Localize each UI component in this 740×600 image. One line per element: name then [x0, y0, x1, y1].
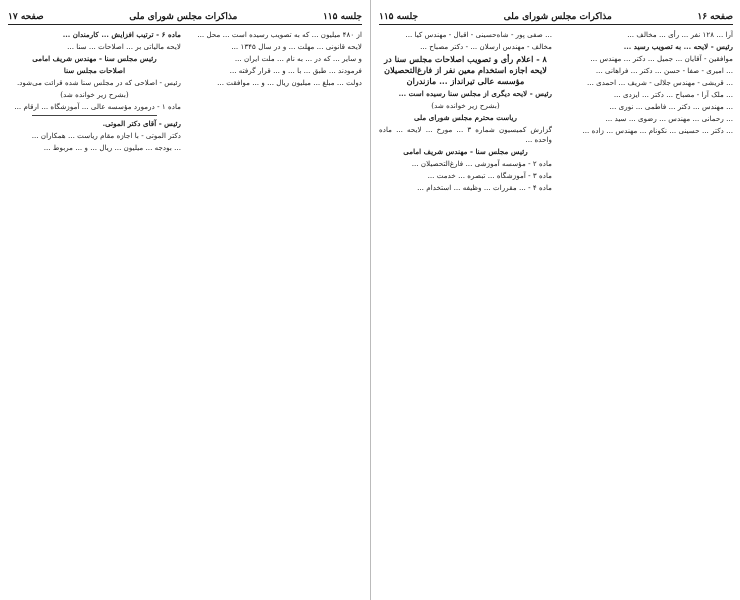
paragraph: ... مهندس ... دکتر ... فاطمی ... نوری ... [609, 102, 733, 111]
left-column-right [189, 30, 362, 594]
paragraph: موافقین - آقایان ... جمیل ... دکتر ... مهندس ... [590, 54, 733, 63]
right-column-left [379, 30, 552, 594]
left-columns [8, 30, 362, 594]
paragraph: لایحه قانونی ... مهلت ... و در سال ۱۳۴۵ ... [231, 42, 362, 51]
signature-line: رئیس مجلس سنا - مهندس شریف امامی [32, 54, 157, 63]
paragraph: از ۴۸۰ میلیون ... که به تصویب رسیده است ... محل ... [197, 30, 362, 39]
right-page-header [379, 6, 733, 25]
paragraph: ... امیری - صفا - حسن ... دکتر ... فراهانی ... [595, 66, 733, 75]
left-header-page-number: صفحه ۱۷ [8, 12, 44, 22]
section-heading: ۸ - اعلام رأی و تصویب اصلاحات مجلس سنا در لایحه اجازه استخدام معین نفر از فارغ‌التحصیلان مؤسسه عالی تیرانداز ... مازندران [384, 54, 547, 86]
right-header-page-number: صفحه ۱۶ [697, 12, 733, 22]
paragraph: ... بودجه ... میلیون ... ریال ... و ... مربوط ... [43, 143, 181, 152]
section-subtitle: اصلاحات مجلس سنا [63, 66, 126, 75]
paragraph: ... صفی پور - شاه‌حسینی - اقبال - مهندس کیا ... [405, 30, 552, 39]
paragraph: ماده ۴ - ... مقررات ... وظیفه ... استخدام ... [417, 183, 552, 192]
left-page-header [8, 6, 362, 25]
address-line: ریاست محترم مجلس شورای ملی [414, 113, 517, 122]
left-header-title: مذاکرات مجلس شورای ملی [129, 12, 238, 22]
paragraph: ... دکتر ... حسینی ... نکونام ... مهندس ... زاده ... [582, 126, 733, 135]
paragraph: ... قریشی - مهندس جلالی - شریف ... احمدی ... [587, 78, 733, 87]
paragraph: ماده ۲ - مؤسسه آموزشی ... فارغ‌التحصیلان ... [411, 159, 552, 168]
paragraph: ماده ۱ - درمورد مؤسسه عالی ... آموزشگاه ... ارقام ... [14, 102, 181, 111]
paragraph: لایحه مالیاتی بر ... اصلاحات ... سنا ... [67, 42, 181, 51]
signature-line: رئیس مجلس سنا - مهندس شریف امامی [403, 147, 528, 156]
article-title: ماده ۶ - ترتیب افزایش ... کارمندان ... [62, 30, 181, 39]
paragraph: مخالف - مهندس ارسلان ... - دکتر مصباح ... [420, 42, 552, 51]
divider [32, 115, 157, 116]
left-header-session: جلسه ۱۱۵ [322, 12, 362, 22]
reading-note: (بشرح زیر خوانده شد) [60, 90, 129, 99]
paragraph: ماده ۳ - آموزشگاه ... تبصره ... خدمت ... [427, 171, 552, 180]
paragraph: و سایر ... که در ... به نام ... ملت ایران ... [234, 54, 362, 63]
right-columns [379, 30, 733, 594]
paragraph: رئیس - لایحه ... به تصویب رسید ... [623, 42, 733, 51]
speaker-paragraph: رئیس - اصلاحی که در مجلس سنا شده قرائت می‌شود. [16, 78, 181, 87]
speaker-paragraph: رئیس - آقای دکتر الموتی. [102, 119, 181, 128]
right-header-session: جلسه ۱۱۵ [379, 12, 419, 22]
paragraph: گزارش کمیسیون شماره ۳ ... مورخ ... لایحه ... ماده واحده ... [379, 125, 552, 144]
paragraph: فرمودند ... طبق ... با ... و ... قرار گرفته ... [229, 66, 362, 75]
paragraph: دولت ... مبلغ ... میلیون ریال ... و ... موافقت ... [217, 78, 362, 87]
left-column-left [8, 30, 181, 594]
paragraph: دکتر الموتی - با اجازه مقام ریاست ... همکاران ... [31, 131, 181, 140]
speaker-paragraph: رئیس - لایحه دیگری از مجلس سنا رسیده است ... [398, 89, 552, 98]
right-column-right [560, 30, 733, 594]
paragraph: ... رحمانی ... مهندس ... رضوی ... سید ... [605, 114, 733, 123]
right-page [370, 0, 740, 600]
paragraph: آرا ... ۱۲۸ نفر ... رأی ... مخالف ... [627, 30, 733, 39]
reading-note: (بشرح زیر خوانده شد) [431, 101, 500, 110]
right-header-title: مذاکرات مجلس شورای ملی [503, 12, 612, 22]
paragraph: ... ملک آرا - مصباح ... دکتر ... ایزدی ... [613, 90, 733, 99]
